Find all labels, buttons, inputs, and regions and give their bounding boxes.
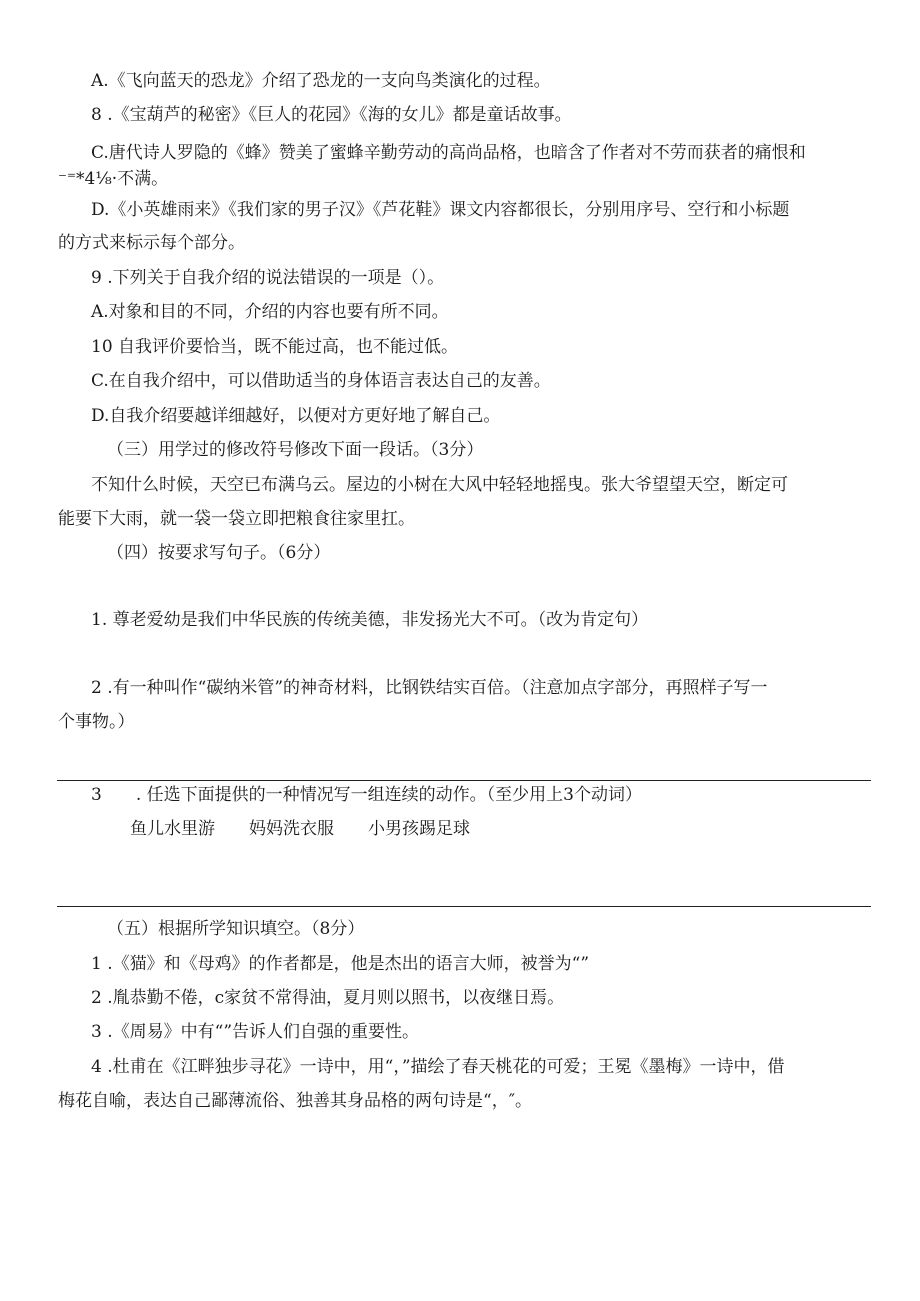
option-list: 鱼儿水里游 妈妈洗衣服 小男孩踢足球 (130, 819, 470, 839)
text-line: A.对象和目的不同，介绍的内容也要有所不同。 (91, 302, 449, 322)
answer-line (57, 906, 871, 907)
answer-line (57, 780, 871, 781)
text-line: 1 .《猫》和《母鸡》的作者都是，他是杰出的语言大师，被誉为“” (91, 954, 590, 974)
text-line: 9 .下列关于自我介绍的说法错误的一项是（）。 (91, 268, 445, 288)
text-line: ⁻⁼*4⅛·不满。 (58, 169, 169, 189)
text-line: C.唐代诗人罗隐的《蜂》赞美了蜜蜂辛勤劳动的高尚品格，也暗含了作者对不劳而获者的痛恨和 (91, 143, 806, 163)
text-line: 3 . 任选下面提供的一种情况写一组连续的动作。（至少用上3个动词） (91, 785, 642, 805)
text-line: 2 .有一种叫作“碳纳米管”的神奇材料，比钢铁结实百倍。（注意加点字部分，再照样子写一 (91, 678, 768, 698)
text-line: D.《小英雄雨来》《我们家的男子汉》《芦花鞋》课文内容都很长，分别用序号、空行和小标题 (91, 200, 790, 220)
text-line: 个事物。） (58, 712, 135, 732)
section-heading: （三）用学过的修改符号修改下面一段话。（3分） (107, 440, 484, 460)
text-line: 10 自我评价要恰当，既不能过高，也不能过低。 (91, 337, 459, 357)
text-line: 4 .杜甫在《江畔独步寻花》一诗中，用“，”描绘了春天桃花的可爱；王冕《墨梅》一诗中，借 (91, 1057, 785, 1077)
section-heading: （五）根据所学知识填空。（8分） (107, 919, 365, 939)
text-line: 8 .《宝葫芦的秘密》《巨人的花园》《海的女儿》都是童话故事。 (91, 105, 572, 125)
text-line: 梅花自喻，表达自己鄙薄流俗、独善其身品格的两句诗是“，″。 (58, 1091, 533, 1111)
text-line: 1. 尊老爱幼是我们中华民族的传统美德，非发扬光大不可。（改为肯定句） (91, 610, 649, 630)
text-line: A.《飞向蓝天的恐龙》介绍了恐龙的一支向鸟类演化的过程。 (91, 71, 551, 91)
text-line: 3 .《周易》中有“”告诉人们自强的重要性。 (91, 1022, 420, 1042)
text-line: 不知什么时候，天空已布满乌云。屋边的小树在大风中轻轻地摇曳。张大爷望望天空，断定可 (91, 475, 788, 495)
text-line: D.自我介绍要越详细越好，以便对方更好地了解自己。 (91, 406, 501, 426)
text-line: 能要下大雨，就一袋一袋立即把粮食往家里扛。 (58, 509, 415, 529)
text-line: 的方式来标示每个部分。 (58, 233, 245, 253)
text-line: C.在自我介绍中，可以借助适当的身体语言表达自己的友善。 (91, 371, 551, 391)
text-line: 2 .胤恭勤不倦，c家贫不常得油，夏月则以照书，以夜继日焉。 (91, 988, 565, 1008)
section-heading: （四）按要求写句子。（6分） (107, 543, 331, 563)
